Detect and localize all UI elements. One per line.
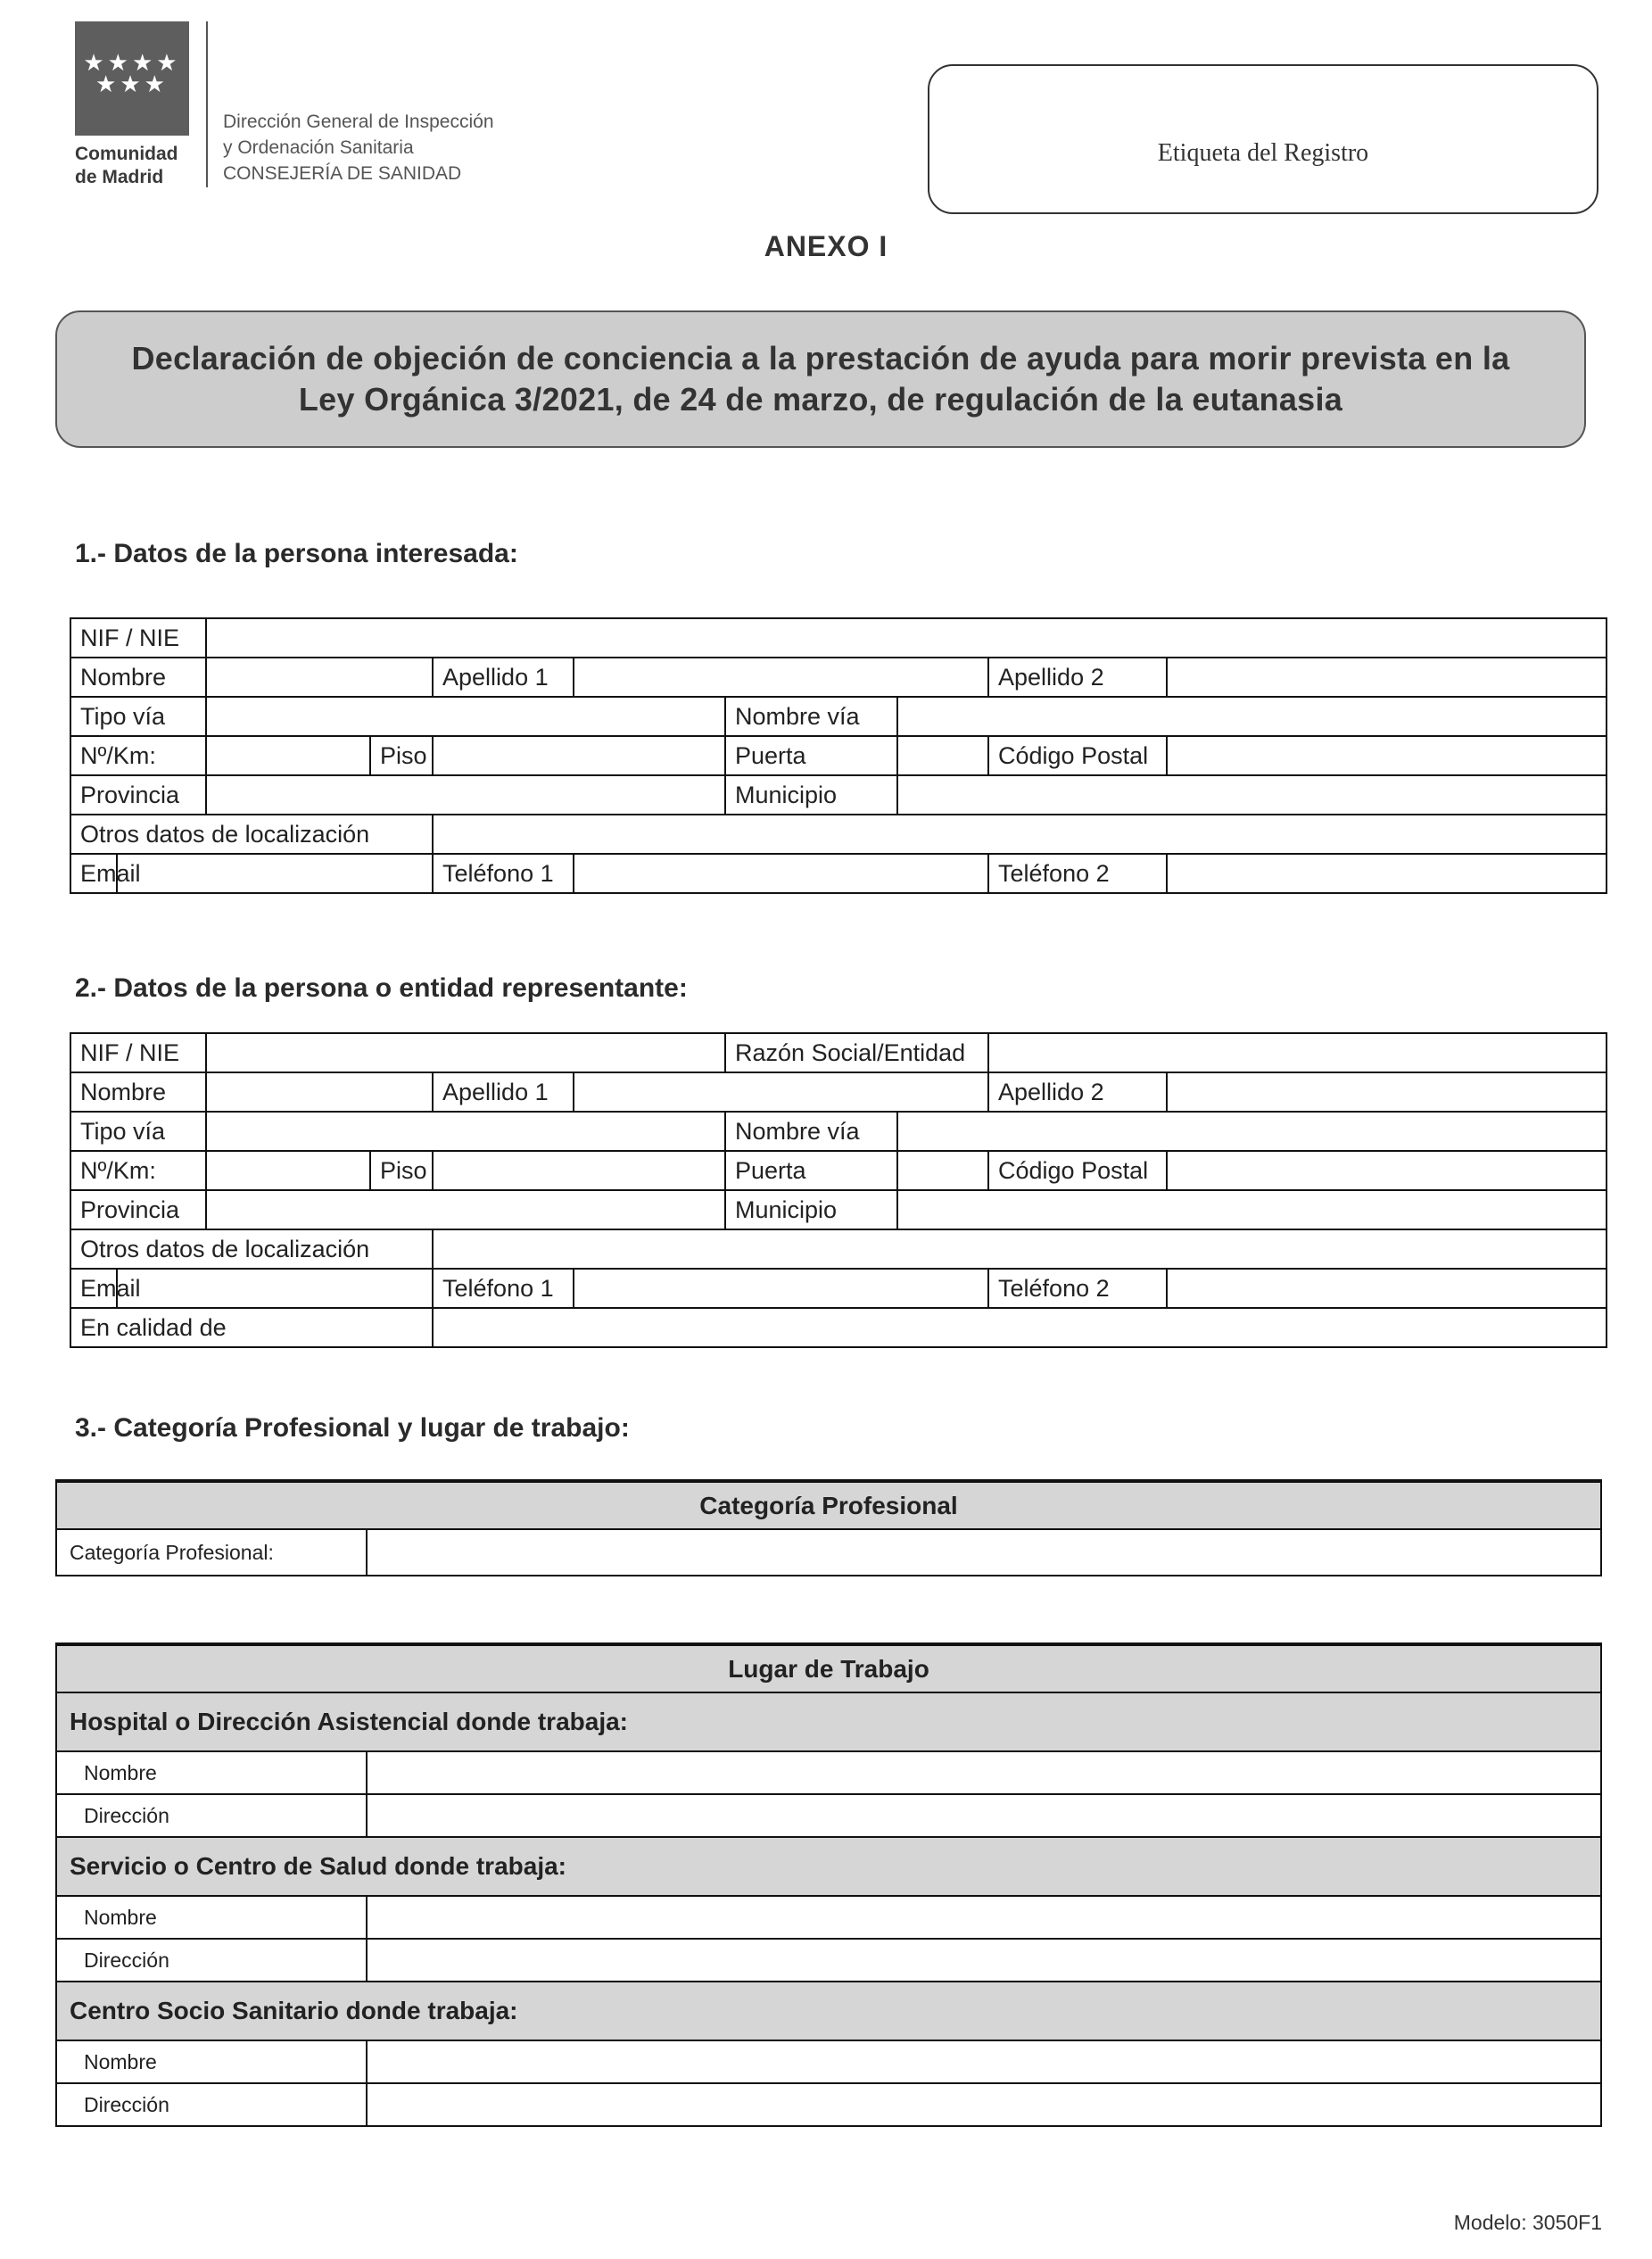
modelo-code: Modelo: 3050F1: [1453, 2211, 1602, 2234]
anexo-title: ANEXO I: [764, 230, 888, 262]
logo-name: Comunidad de Madrid: [75, 144, 178, 187]
rep-apellido2-input[interactable]: [1167, 1072, 1607, 1112]
org-line-3: CONSEJERÍA DE SANIDAD: [223, 163, 462, 184]
logo-stars-icon: ★★★★ ★★★: [83, 49, 181, 97]
rep-nombre-via-input[interactable]: [897, 1112, 1607, 1151]
rep-nif-label: NIF / NIE: [70, 1033, 206, 1072]
centro-direccion-input[interactable]: [367, 2083, 1601, 2126]
nombre-via-input[interactable]: [897, 697, 1607, 736]
telefono2-label: Teléfono 2: [988, 854, 1167, 893]
piso-label: Piso: [370, 736, 433, 775]
hospital-header: Hospital o Dirección Asistencial donde trabaja:: [56, 1692, 1601, 1751]
centro-socio-sanitario-header: Centro Socio Sanitario donde trabaja:: [56, 1982, 1601, 2040]
otros-datos-input[interactable]: [433, 815, 1607, 854]
rep-nombre-label: Nombre: [70, 1072, 206, 1112]
rep-telefono1-label: Teléfono 1: [433, 1269, 574, 1308]
telefono1-label: Teléfono 1: [433, 854, 574, 893]
hospital-nombre-input[interactable]: [367, 1751, 1601, 1794]
rep-apellido1-label: Apellido 1: [433, 1072, 574, 1112]
servicio-direccion-input[interactable]: [367, 1939, 1601, 1982]
logo-divider: [206, 21, 208, 187]
section-1-heading: 1.- Datos de la persona interesada:: [75, 539, 518, 568]
servicio-header: Servicio o Centro de Salud donde trabaja:: [56, 1837, 1601, 1896]
rep-email-label: Email: [70, 1269, 117, 1308]
puerta-label: Puerta: [725, 736, 897, 775]
categoria-input[interactable]: [367, 1529, 1601, 1576]
tipo-via-label: Tipo vía: [70, 697, 206, 736]
rep-puerta-label: Puerta: [725, 1151, 897, 1190]
nombre-input[interactable]: [206, 658, 433, 697]
apellido2-input[interactable]: [1167, 658, 1607, 697]
rep-tipo-via-label: Tipo vía: [70, 1112, 206, 1151]
centro-nombre-input[interactable]: [367, 2040, 1601, 2083]
email-label: Email: [70, 854, 117, 893]
municipio-input[interactable]: [897, 775, 1607, 815]
razon-social-input[interactable]: [988, 1033, 1607, 1072]
rep-email-input[interactable]: [117, 1269, 433, 1308]
org-line-1: Dirección General de Inspección: [223, 112, 494, 132]
document-title-line-2: Ley Orgánica 3/2021, de 24 de marzo, de regulación de la eutanasia: [298, 381, 1343, 418]
organization-text: [223, 109, 494, 186]
document-title-line-1: Declaración de objeción de conciencia a la prestación de ayuda para morir prevista en la: [131, 340, 1510, 376]
telefono1-input[interactable]: [574, 854, 988, 893]
section-3-heading: 3.- Categoría Profesional y lugar de trabajo:: [75, 1413, 630, 1443]
servicio-nombre-input[interactable]: [367, 1896, 1601, 1939]
razon-social-label: Razón Social/Entidad: [725, 1033, 988, 1072]
registro-box: [928, 64, 1598, 214]
categoria-table: [55, 1479, 1602, 1576]
hospital-direccion-label: Dirección: [56, 1794, 367, 1837]
rep-telefono2-input[interactable]: [1167, 1269, 1607, 1308]
rep-telefono2-label: Teléfono 2: [988, 1269, 1167, 1308]
rep-piso-input[interactable]: [433, 1151, 725, 1190]
rep-provincia-input[interactable]: [206, 1190, 725, 1229]
provincia-input[interactable]: [206, 775, 725, 815]
codigo-postal-input[interactable]: [1167, 736, 1607, 775]
document-title: [55, 310, 1586, 448]
section-2-heading: 2.- Datos de la persona o entidad representante:: [75, 973, 688, 1003]
en-calidad-input[interactable]: [433, 1308, 1607, 1347]
email-input[interactable]: [117, 854, 433, 893]
nif-label: NIF / NIE: [70, 618, 206, 658]
rep-num-km-input[interactable]: [206, 1151, 370, 1190]
categoria-header: Categoría Profesional: [56, 1481, 1601, 1529]
rep-otros-datos-input[interactable]: [433, 1229, 1607, 1269]
servicio-direccion-label: Dirección: [56, 1939, 367, 1982]
codigo-postal-label: Código Postal: [988, 736, 1167, 775]
apellido1-input[interactable]: [574, 658, 988, 697]
otros-datos-label: Otros datos de localización: [70, 815, 433, 854]
rep-nombre-via-label: Nombre vía: [725, 1112, 897, 1151]
registro-label: Etiqueta del Registro: [1157, 139, 1369, 167]
en-calidad-label: En calidad de: [70, 1308, 433, 1347]
rep-apellido2-label: Apellido 2: [988, 1072, 1167, 1112]
centro-nombre-label: Nombre: [56, 2040, 367, 2083]
puerta-input[interactable]: [897, 736, 988, 775]
telefono2-input[interactable]: [1167, 854, 1607, 893]
hospital-nombre-label: Nombre: [56, 1751, 367, 1794]
rep-tipo-via-input[interactable]: [206, 1112, 725, 1151]
nombre-via-label: Nombre vía: [725, 697, 897, 736]
section-2-table: [70, 1032, 1607, 1348]
provincia-label: Provincia: [70, 775, 206, 815]
rep-num-km-label: Nº/Km:: [70, 1151, 206, 1190]
rep-municipio-input[interactable]: [897, 1190, 1607, 1229]
nombre-label: Nombre: [70, 658, 206, 697]
nif-input[interactable]: [206, 618, 1607, 658]
hospital-direccion-input[interactable]: [367, 1794, 1601, 1837]
rep-provincia-label: Provincia: [70, 1190, 206, 1229]
municipio-label: Municipio: [725, 775, 897, 815]
num-km-label: Nº/Km:: [70, 736, 206, 775]
lugar-trabajo-header: Lugar de Trabajo: [56, 1644, 1601, 1692]
section-1-table: [70, 617, 1607, 894]
categoria-label: Categoría Profesional:: [56, 1529, 367, 1576]
apellido1-label: Apellido 1: [433, 658, 574, 697]
rep-municipio-label: Municipio: [725, 1190, 897, 1229]
rep-otros-datos-label: Otros datos de localización: [70, 1229, 433, 1269]
rep-telefono1-input[interactable]: [574, 1269, 988, 1308]
servicio-nombre-label: Nombre: [56, 1896, 367, 1939]
rep-piso-label: Piso: [370, 1151, 433, 1190]
num-km-input[interactable]: [206, 736, 370, 775]
org-line-2: y Ordenación Sanitaria: [223, 137, 414, 158]
rep-codigo-postal-label: Código Postal: [988, 1151, 1167, 1190]
tipo-via-input[interactable]: [206, 697, 725, 736]
comunidad-madrid-logo: [75, 21, 189, 136]
lugar-trabajo-table: [55, 1643, 1602, 2127]
rep-nombre-input[interactable]: [206, 1072, 433, 1112]
rep-apellido1-input[interactable]: [574, 1072, 988, 1112]
rep-codigo-postal-input[interactable]: [1167, 1151, 1607, 1190]
centro-direccion-label: Dirección: [56, 2083, 367, 2126]
piso-input[interactable]: [433, 736, 725, 775]
apellido2-label: Apellido 2: [988, 658, 1167, 697]
rep-puerta-input[interactable]: [897, 1151, 988, 1190]
rep-nif-input[interactable]: [206, 1033, 725, 1072]
